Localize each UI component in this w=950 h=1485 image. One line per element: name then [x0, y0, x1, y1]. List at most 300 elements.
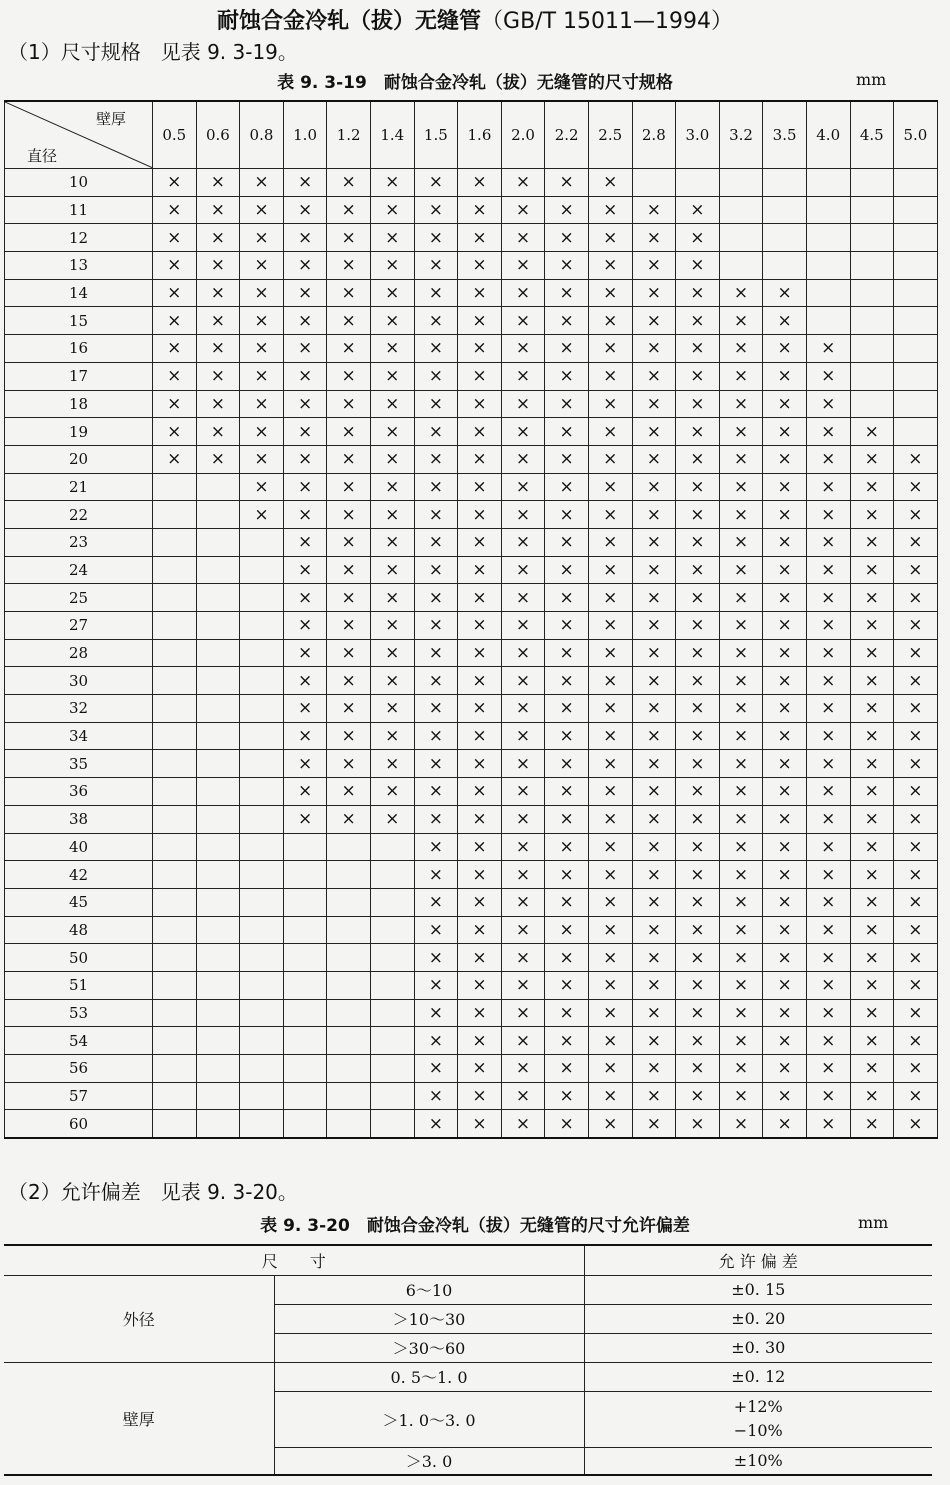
- empty-cell: [370, 861, 414, 889]
- available-mark: ×: [240, 501, 284, 529]
- empty-cell: [763, 224, 807, 252]
- available-mark: ×: [414, 501, 458, 529]
- available-mark: ×: [632, 833, 676, 861]
- available-mark: ×: [545, 999, 589, 1027]
- available-mark: ×: [458, 1082, 502, 1110]
- od-range: 6～10: [274, 1275, 584, 1304]
- available-mark: ×: [283, 584, 327, 612]
- available-mark: ×: [676, 695, 720, 723]
- empty-cell: [850, 307, 894, 335]
- available-mark: ×: [283, 722, 327, 750]
- diameter-cell: 35: [5, 750, 153, 778]
- available-mark: ×: [283, 445, 327, 473]
- empty-cell: [719, 252, 763, 280]
- available-mark: ×: [327, 252, 371, 280]
- empty-cell: [153, 667, 197, 695]
- available-mark: ×: [763, 971, 807, 999]
- available-mark: ×: [806, 805, 850, 833]
- section-2-heading: （2）允许偏差 见表 9. 3-20。: [8, 1180, 298, 1204]
- empty-cell: [196, 695, 240, 723]
- available-mark: ×: [632, 335, 676, 363]
- available-mark: ×: [850, 750, 894, 778]
- available-mark: ×: [458, 445, 502, 473]
- empty-cell: [894, 196, 938, 224]
- available-mark: ×: [719, 916, 763, 944]
- available-mark: ×: [894, 473, 938, 501]
- empty-cell: [850, 196, 894, 224]
- wt-tolerance: ±10%: [584, 1447, 932, 1475]
- available-mark: ×: [894, 667, 938, 695]
- available-mark: ×: [850, 722, 894, 750]
- wt-tolerance: ±0. 12: [584, 1362, 932, 1391]
- available-mark: ×: [806, 501, 850, 529]
- available-mark: ×: [327, 362, 371, 390]
- available-mark: ×: [458, 722, 502, 750]
- available-mark: ×: [501, 1110, 545, 1138]
- empty-cell: [283, 971, 327, 999]
- available-mark: ×: [370, 473, 414, 501]
- empty-cell: [153, 1110, 197, 1138]
- available-mark: ×: [370, 362, 414, 390]
- available-mark: ×: [327, 639, 371, 667]
- available-mark: ×: [763, 501, 807, 529]
- diameter-cell: 34: [5, 722, 153, 750]
- empty-cell: [153, 695, 197, 723]
- available-mark: ×: [196, 169, 240, 197]
- available-mark: ×: [545, 1110, 589, 1138]
- empty-cell: [196, 778, 240, 806]
- wt-tolerance: [584, 1391, 932, 1447]
- available-mark: ×: [676, 279, 720, 307]
- available-mark: ×: [676, 445, 720, 473]
- available-mark: ×: [545, 1082, 589, 1110]
- available-mark: ×: [196, 445, 240, 473]
- available-mark: ×: [894, 750, 938, 778]
- empty-cell: [370, 944, 414, 972]
- empty-cell: [196, 584, 240, 612]
- available-mark: ×: [632, 1055, 676, 1083]
- empty-cell: [153, 1082, 197, 1110]
- available-mark: ×: [588, 1055, 632, 1083]
- diameter-cell: 22: [5, 501, 153, 529]
- diameter-cell: 48: [5, 916, 153, 944]
- available-mark: ×: [501, 750, 545, 778]
- available-mark: ×: [545, 307, 589, 335]
- available-mark: ×: [763, 307, 807, 335]
- available-mark: ×: [719, 445, 763, 473]
- available-mark: ×: [588, 888, 632, 916]
- available-mark: ×: [894, 944, 938, 972]
- available-mark: ×: [458, 805, 502, 833]
- available-mark: ×: [153, 307, 197, 335]
- available-mark: ×: [806, 1027, 850, 1055]
- empty-cell: [240, 722, 284, 750]
- available-mark: ×: [501, 252, 545, 280]
- available-mark: ×: [370, 667, 414, 695]
- empty-cell: [153, 722, 197, 750]
- available-mark: ×: [719, 888, 763, 916]
- available-mark: ×: [894, 445, 938, 473]
- available-mark: ×: [850, 556, 894, 584]
- tolerance-header-row: [4, 1245, 932, 1275]
- available-mark: ×: [632, 556, 676, 584]
- available-mark: ×: [676, 473, 720, 501]
- available-mark: ×: [414, 362, 458, 390]
- available-mark: ×: [894, 1027, 938, 1055]
- table-row: [5, 888, 938, 916]
- available-mark: ×: [588, 805, 632, 833]
- available-mark: ×: [850, 999, 894, 1027]
- available-mark: ×: [545, 722, 589, 750]
- available-mark: ×: [806, 861, 850, 889]
- available-mark: ×: [458, 612, 502, 640]
- available-mark: ×: [240, 196, 284, 224]
- available-mark: ×: [414, 916, 458, 944]
- empty-cell: [240, 667, 284, 695]
- available-mark: ×: [545, 362, 589, 390]
- available-mark: ×: [894, 501, 938, 529]
- available-mark: ×: [458, 307, 502, 335]
- empty-cell: [806, 169, 850, 197]
- available-mark: ×: [719, 1055, 763, 1083]
- empty-cell: [196, 999, 240, 1027]
- available-mark: ×: [632, 584, 676, 612]
- available-mark: ×: [545, 944, 589, 972]
- available-mark: ×: [283, 695, 327, 723]
- table-row: [5, 501, 938, 529]
- available-mark: ×: [588, 750, 632, 778]
- available-mark: ×: [545, 612, 589, 640]
- available-mark: ×: [501, 224, 545, 252]
- empty-cell: [153, 1055, 197, 1083]
- wall-thickness-header: 5.0: [894, 101, 938, 169]
- available-mark: ×: [545, 667, 589, 695]
- available-mark: ×: [414, 999, 458, 1027]
- available-mark: ×: [763, 888, 807, 916]
- empty-cell: [153, 888, 197, 916]
- available-mark: ×: [763, 1027, 807, 1055]
- available-mark: ×: [370, 501, 414, 529]
- available-mark: ×: [719, 390, 763, 418]
- empty-cell: [153, 805, 197, 833]
- table-row: [5, 750, 938, 778]
- available-mark: ×: [719, 861, 763, 889]
- available-mark: ×: [894, 1082, 938, 1110]
- available-mark: ×: [632, 196, 676, 224]
- available-mark: ×: [327, 390, 371, 418]
- empty-cell: [240, 750, 284, 778]
- empty-cell: [894, 362, 938, 390]
- available-mark: ×: [458, 556, 502, 584]
- empty-cell: [240, 528, 284, 556]
- empty-cell: [283, 916, 327, 944]
- empty-cell: [370, 971, 414, 999]
- title-main: 耐蚀合金冷轧（拔）无缝管: [217, 9, 482, 34]
- empty-cell: [196, 833, 240, 861]
- available-mark: ×: [153, 196, 197, 224]
- empty-cell: [894, 169, 938, 197]
- empty-cell: [327, 1110, 371, 1138]
- available-mark: ×: [240, 307, 284, 335]
- wall-thickness-header: 2.8: [632, 101, 676, 169]
- diameter-cell: 42: [5, 861, 153, 889]
- diameter-cell: 27: [5, 612, 153, 640]
- available-mark: ×: [458, 418, 502, 446]
- available-mark: ×: [545, 916, 589, 944]
- od-tolerance: ±0. 15: [584, 1275, 932, 1304]
- available-mark: ×: [676, 335, 720, 363]
- table-row: [5, 445, 938, 473]
- diameter-cell: 12: [5, 224, 153, 252]
- available-mark: ×: [763, 584, 807, 612]
- empty-cell: [196, 750, 240, 778]
- available-mark: ×: [894, 888, 938, 916]
- available-mark: ×: [196, 279, 240, 307]
- available-mark: ×: [458, 1027, 502, 1055]
- available-mark: ×: [501, 695, 545, 723]
- available-mark: ×: [632, 750, 676, 778]
- available-mark: ×: [458, 584, 502, 612]
- diameter-cell: 57: [5, 1082, 153, 1110]
- available-mark: ×: [240, 335, 284, 363]
- available-mark: ×: [719, 667, 763, 695]
- empty-cell: [240, 971, 284, 999]
- available-mark: ×: [240, 445, 284, 473]
- available-mark: ×: [414, 390, 458, 418]
- available-mark: ×: [327, 169, 371, 197]
- available-mark: ×: [327, 224, 371, 252]
- available-mark: ×: [283, 307, 327, 335]
- wall-thickness-header: 1.6: [458, 101, 502, 169]
- empty-cell: [153, 501, 197, 529]
- empty-cell: [370, 888, 414, 916]
- available-mark: ×: [283, 224, 327, 252]
- available-mark: ×: [283, 805, 327, 833]
- available-mark: ×: [458, 473, 502, 501]
- available-mark: ×: [676, 944, 720, 972]
- empty-cell: [153, 971, 197, 999]
- available-mark: ×: [894, 612, 938, 640]
- empty-cell: [153, 528, 197, 556]
- empty-cell: [283, 999, 327, 1027]
- available-mark: ×: [545, 833, 589, 861]
- available-mark: ×: [588, 1110, 632, 1138]
- available-mark: ×: [632, 418, 676, 446]
- available-mark: ×: [370, 196, 414, 224]
- available-mark: ×: [719, 279, 763, 307]
- table-1-caption: 表 9. 3-19 耐蚀合金冷轧（拔）无缝管的尺寸规格: [277, 73, 673, 93]
- available-mark: ×: [894, 639, 938, 667]
- empty-cell: [240, 778, 284, 806]
- available-mark: ×: [763, 473, 807, 501]
- available-mark: ×: [458, 196, 502, 224]
- available-mark: ×: [458, 695, 502, 723]
- available-mark: ×: [763, 833, 807, 861]
- available-mark: ×: [806, 833, 850, 861]
- wall-thickness-header: 3.5: [763, 101, 807, 169]
- diameter-cell: 50: [5, 944, 153, 972]
- available-mark: ×: [283, 362, 327, 390]
- available-mark: ×: [719, 971, 763, 999]
- available-mark: ×: [240, 169, 284, 197]
- available-mark: ×: [545, 335, 589, 363]
- size-spec-table: [4, 100, 938, 1139]
- available-mark: ×: [414, 1110, 458, 1138]
- empty-cell: [370, 1082, 414, 1110]
- available-mark: ×: [501, 805, 545, 833]
- diameter-cell: 56: [5, 1055, 153, 1083]
- available-mark: ×: [370, 805, 414, 833]
- available-mark: ×: [458, 778, 502, 806]
- available-mark: ×: [806, 722, 850, 750]
- available-mark: ×: [588, 390, 632, 418]
- available-mark: ×: [719, 501, 763, 529]
- empty-cell: [283, 944, 327, 972]
- empty-cell: [763, 169, 807, 197]
- available-mark: ×: [676, 833, 720, 861]
- table-row: [5, 279, 938, 307]
- diameter-cell: 32: [5, 695, 153, 723]
- diameter-cell: 36: [5, 778, 153, 806]
- empty-cell: [240, 1082, 284, 1110]
- empty-cell: [894, 224, 938, 252]
- empty-cell: [370, 1027, 414, 1055]
- available-mark: ×: [501, 916, 545, 944]
- empty-cell: [850, 224, 894, 252]
- available-mark: ×: [806, 612, 850, 640]
- table-row: [5, 612, 938, 640]
- empty-cell: [153, 639, 197, 667]
- table-row: [5, 1082, 938, 1110]
- available-mark: ×: [458, 750, 502, 778]
- empty-cell: [370, 1055, 414, 1083]
- available-mark: ×: [370, 445, 414, 473]
- available-mark: ×: [458, 999, 502, 1027]
- available-mark: ×: [850, 805, 894, 833]
- diameter-cell: 10: [5, 169, 153, 197]
- wall-thickness-header: 4.5: [850, 101, 894, 169]
- empty-cell: [240, 805, 284, 833]
- available-mark: ×: [370, 695, 414, 723]
- empty-cell: [719, 169, 763, 197]
- available-mark: ×: [283, 667, 327, 695]
- available-mark: ×: [501, 1027, 545, 1055]
- available-mark: ×: [850, 612, 894, 640]
- available-mark: ×: [719, 639, 763, 667]
- available-mark: ×: [850, 944, 894, 972]
- diameter-cell: 30: [5, 667, 153, 695]
- available-mark: ×: [545, 445, 589, 473]
- empty-cell: [196, 612, 240, 640]
- diameter-cell: 45: [5, 888, 153, 916]
- available-mark: ×: [676, 584, 720, 612]
- available-mark: ×: [588, 778, 632, 806]
- available-mark: ×: [850, 916, 894, 944]
- available-mark: ×: [676, 224, 720, 252]
- empty-cell: [370, 999, 414, 1027]
- empty-cell: [153, 1027, 197, 1055]
- empty-cell: [283, 833, 327, 861]
- available-mark: ×: [632, 1110, 676, 1138]
- table-row: [5, 362, 938, 390]
- available-mark: ×: [501, 971, 545, 999]
- available-mark: ×: [763, 695, 807, 723]
- available-mark: ×: [850, 528, 894, 556]
- available-mark: ×: [501, 888, 545, 916]
- available-mark: ×: [806, 971, 850, 999]
- diameter-cell: 18: [5, 390, 153, 418]
- table-row: [5, 1027, 938, 1055]
- available-mark: ×: [763, 778, 807, 806]
- available-mark: ×: [458, 279, 502, 307]
- available-mark: ×: [676, 805, 720, 833]
- corner-label-wall-thickness: 壁厚: [95, 110, 126, 128]
- size-table-header-row: [5, 101, 938, 169]
- wall-thickness-header: 3.0: [676, 101, 720, 169]
- available-mark: ×: [632, 861, 676, 889]
- available-mark: ×: [588, 252, 632, 280]
- empty-cell: [153, 612, 197, 640]
- wall-thickness-header: 3.2: [719, 101, 763, 169]
- empty-cell: [894, 252, 938, 280]
- available-mark: ×: [588, 473, 632, 501]
- available-mark: ×: [501, 1082, 545, 1110]
- od-range: ＞10～30: [274, 1304, 584, 1333]
- available-mark: ×: [588, 667, 632, 695]
- available-mark: ×: [414, 169, 458, 197]
- empty-cell: [719, 224, 763, 252]
- tolerance-table: [4, 1244, 932, 1476]
- empty-cell: [327, 971, 371, 999]
- available-mark: ×: [414, 805, 458, 833]
- diameter-cell: 25: [5, 584, 153, 612]
- available-mark: ×: [632, 999, 676, 1027]
- available-mark: ×: [632, 639, 676, 667]
- table-row: [5, 861, 938, 889]
- diameter-cell: 19: [5, 418, 153, 446]
- available-mark: ×: [240, 473, 284, 501]
- available-mark: ×: [414, 778, 458, 806]
- available-mark: ×: [806, 362, 850, 390]
- empty-cell: [850, 335, 894, 363]
- available-mark: ×: [719, 473, 763, 501]
- empty-cell: [196, 1055, 240, 1083]
- available-mark: ×: [458, 944, 502, 972]
- available-mark: ×: [240, 362, 284, 390]
- available-mark: ×: [414, 888, 458, 916]
- available-mark: ×: [763, 916, 807, 944]
- empty-cell: [894, 279, 938, 307]
- empty-cell: [806, 307, 850, 335]
- available-mark: ×: [458, 971, 502, 999]
- available-mark: ×: [414, 639, 458, 667]
- wt-row: [4, 1362, 932, 1391]
- available-mark: ×: [676, 861, 720, 889]
- od-tolerance: ±0. 30: [584, 1333, 932, 1362]
- available-mark: ×: [501, 861, 545, 889]
- available-mark: ×: [370, 528, 414, 556]
- available-mark: ×: [414, 722, 458, 750]
- available-mark: ×: [370, 584, 414, 612]
- table-row: [5, 418, 938, 446]
- diameter-cell: 11: [5, 196, 153, 224]
- wall-thickness-header: 2.5: [588, 101, 632, 169]
- available-mark: ×: [806, 1055, 850, 1083]
- wt-range: 0. 5～1. 0: [274, 1362, 584, 1391]
- available-mark: ×: [501, 556, 545, 584]
- available-mark: ×: [370, 556, 414, 584]
- available-mark: ×: [588, 722, 632, 750]
